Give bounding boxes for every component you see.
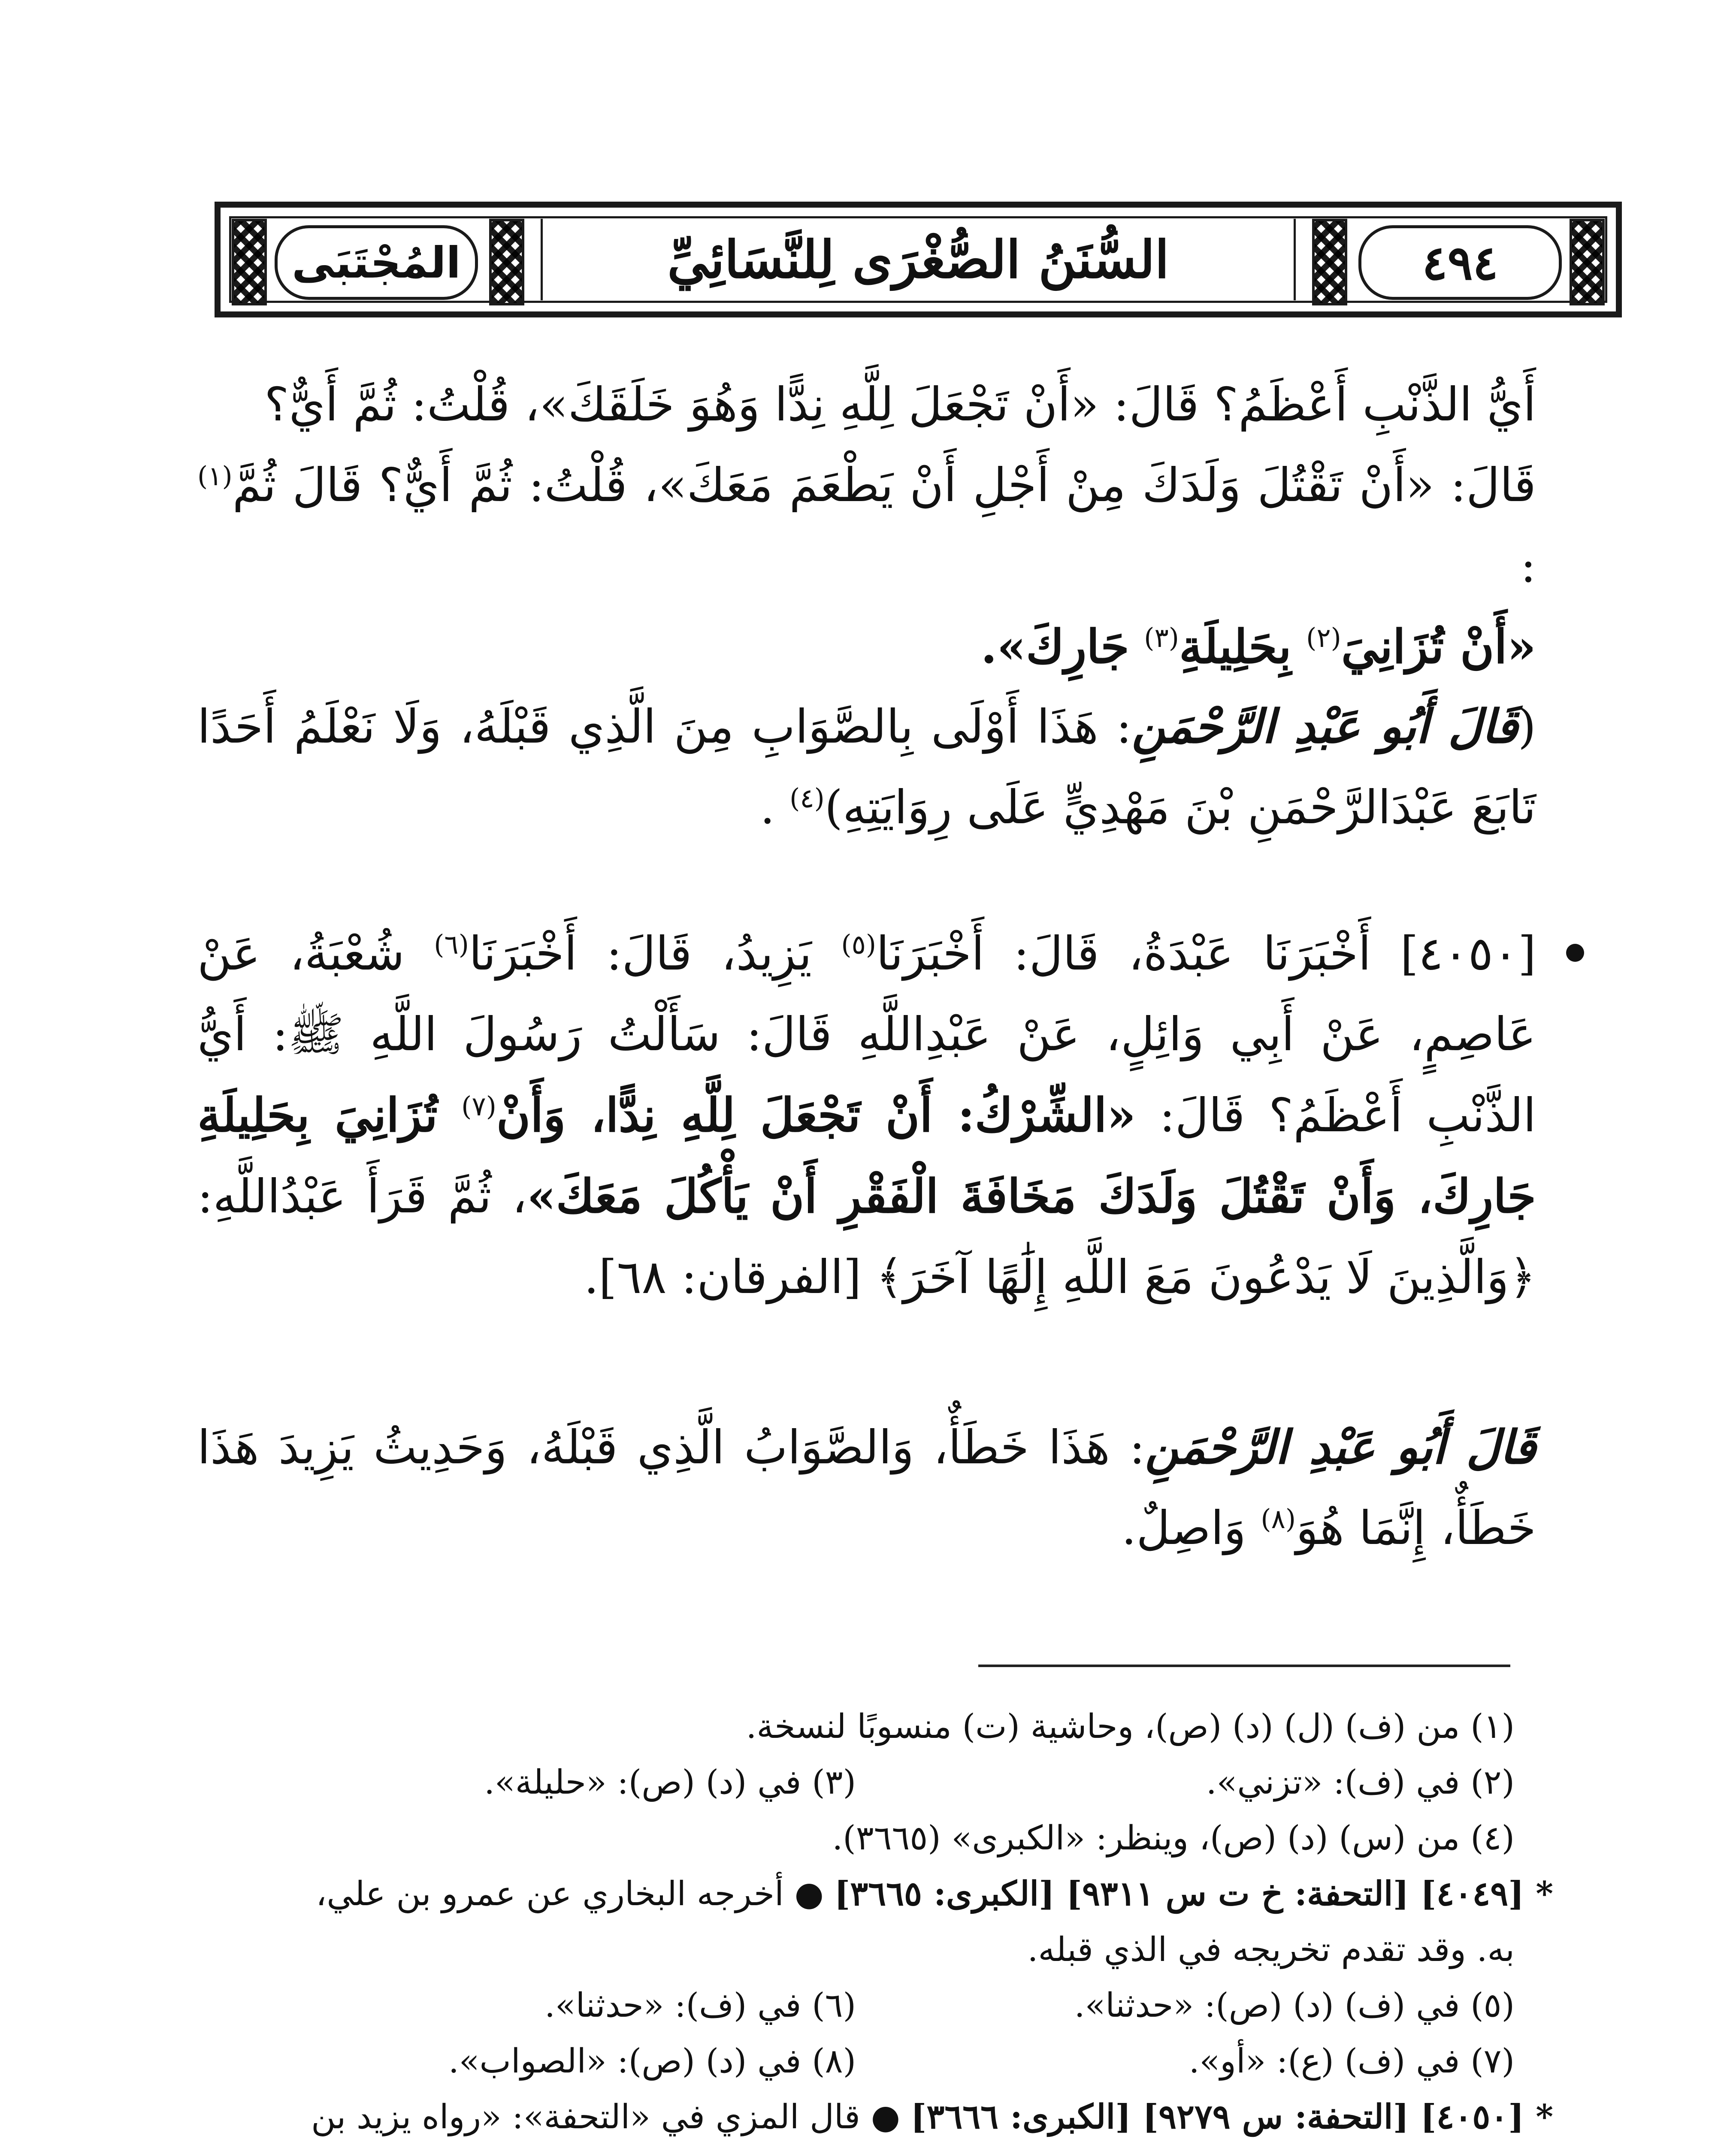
footnote-row xyxy=(197,1755,1553,1810)
commentary-text: : هَذَا خَطَأٌ، وَالصَّوَابُ الَّذِي قَبْلَهُ، وَحَدِيثُ يَزِيدَ هَذَا خَطَأٌ، إِنَّمَا هُوَ xyxy=(197,1421,1536,1555)
speaker-name: قَالَ أَبُو عَبْدِ الرَّحْمَنِ xyxy=(1145,1420,1536,1474)
text-line: أَيُّ الذَّنْبِ أَعْظَمُ؟ قَالَ: «أَنْ تَجْعَلَ لِلَّهِ نِدًّا وَهُوَ خَلَقَكَ»، قُلْتُ: ثُمَّ أَيٌّ؟ xyxy=(264,378,1536,432)
isnad-text: شُعْبَةُ، عَنْ عَاصِمٍ، عَنْ أَبِي وَائِلٍ، عَنْ عَبْدِاللَّهِ قَالَ: سَأَلْتُ رَسُولَ اللَّهِ ﷺ: أَيُّ الذَّنْبِ أَعْظَمُ؟ قَالَ: xyxy=(197,927,1536,1142)
book-emblem: المُجْتَبَى xyxy=(275,225,478,300)
takhrij-ref: * [٤٠٤٩] [التحفة: خ ت س ٩٣١١] [الكبرى: ٣٦٦٥] xyxy=(834,1874,1553,1913)
footnote-3: (٣) في (د) (ص): «حليلة». xyxy=(484,1763,856,1802)
paragraph-hadith-4050 xyxy=(197,914,1536,1318)
book-title: السُّنَنُ الصُّغْرَى لِلنَّسَائِيِّ xyxy=(541,219,1296,300)
footnote-ref[interactable]: (٢) xyxy=(1306,622,1341,653)
header-ornament-left-inner xyxy=(489,219,524,305)
footnote-ref[interactable]: (٥) xyxy=(841,929,877,960)
takhrij-4049 xyxy=(197,1866,1553,1922)
quran-citation: ، ثُمَّ قَرَأَ عَبْدُاللَّهِ: ﴿وَالَّذِينَ لَا يَدْعُونَ مَعَ اللَّهِ إِلَٰهًا آخَرَ﴾ [الفرقان: ٦٨]. xyxy=(197,1170,1536,1304)
hadith-bullet-icon xyxy=(1566,944,1584,962)
takhrij-4050 xyxy=(197,2089,1553,2145)
paragraph-hadith-continuation xyxy=(197,365,1536,688)
matn-bold: تُزَانِيَ بِحَلِيلَةِ جَارِكَ، وَأَنْ تَقْتُلَ وَلَدَكَ مَخَافَةَ الْفَقْرِ أَنْ يَأْكُلَ مَعَكَ» xyxy=(197,1088,1536,1224)
header-ornament-right-outer xyxy=(1570,219,1605,305)
speaker-name: قَالَ أَبُو عَبْدِ الرَّحْمَنِ xyxy=(1131,700,1518,754)
text-bold: جَارِكَ». xyxy=(981,620,1129,674)
commentary-text: : هَذَا أَوْلَى بِالصَّوَابِ مِنَ الَّذِي قَبْلَهُ، وَلَا نَعْلَمُ أَحَدًا تَابَعَ عَبْدَالرَّحْمَنِ بْنَ مَهْدِيٍّ عَلَى رِوَايَتِهِ) xyxy=(197,700,1536,834)
footnote-ref[interactable]: (٨) xyxy=(1261,1503,1296,1535)
header-ornament-right-inner xyxy=(1312,219,1347,305)
takhrij-text: ● أخرجه البخاري عن عمرو بن علي، xyxy=(316,1875,824,1913)
footnote-ref[interactable]: (٣) xyxy=(1144,622,1179,653)
matn-bold: «الشِّرْكُ: أَنْ تَجْعَلَ لِلَّهِ نِدًّا، وَأَنْ xyxy=(496,1088,1136,1142)
page-header xyxy=(215,202,1622,317)
footnote-separator xyxy=(978,1665,1510,1667)
paragraph-commentary-1: (قَالَ أَبُو عَبْدِ الرَّحْمَنِ: هَذَا أَوْلَى بِالصَّوَابِ مِنَ الَّذِي قَبْلَهُ، وَلَا نَعْلَمُ أَحَدًا تَابَعَ عَبْدَالرَّحْمَنِ بْنَ مَهْدِيٍّ عَلَى رِوَايَتِهِ)$^{(٤)}$ . xyxy=(197,700,1536,834)
takhrij-text: ● قال المزي في «التحفة»: «رواه يزيد بن xyxy=(311,2098,900,2136)
paragraph-commentary-2 xyxy=(197,1407,1536,1569)
takhrij-4049-cont: به. وقد تقدم تخريجه في الذي قبله. xyxy=(1027,1930,1515,1969)
footnote-2: (٢) في (ف): «تزني». xyxy=(1206,1763,1515,1802)
text-bold: «أَنْ تُزَانِيَ xyxy=(1341,620,1536,674)
footnote-row xyxy=(197,2033,1553,2089)
footnotes-section xyxy=(197,1699,1553,2145)
footnote-4: (٤) من (س) (د) (ص)، وينظر: «الكبرى» (٣٦٦٥). xyxy=(832,1819,1515,1858)
footnote-8: (٨) في (د) (ص): «الصواب». xyxy=(448,2042,856,2081)
takhrij-ref: * [٤٠٥٠] [التحفة: س ٩٢٧٩] [الكبرى: ٣٦٦٦] xyxy=(910,2097,1553,2136)
footnote-ref[interactable]: (٧) xyxy=(461,1091,496,1122)
footnote-row xyxy=(197,1978,1553,2033)
footnote-ref[interactable]: (٦) xyxy=(434,929,469,960)
isnad-text: يَزِيدُ، قَالَ: أَخْبَرَنَا xyxy=(469,927,812,981)
page-number: ٤٩٤ xyxy=(1358,225,1562,300)
hadith-number: [٤٠٥٠] xyxy=(1400,927,1536,981)
footnote-7: (٧) في (ف) (ع): «أو». xyxy=(1189,2042,1515,2081)
isnad-text: أَخْبَرَنَا عَبْدَةُ، قَالَ: أَخْبَرَنَا xyxy=(876,927,1371,981)
text-bold: بِحَلِيلَةِ xyxy=(1179,620,1291,674)
text-line: قَالَ: «أَنْ تَقْتُلَ وَلَدَكَ مِنْ أَجْلِ أَنْ يَطْعَمَ مَعَكَ»، قُلْتُ: ثُمَّ أَيٌّ؟ قَالَ ثُمَّ xyxy=(232,459,1536,512)
text-line: : xyxy=(1520,539,1536,593)
footnote-6: (٦) في (ف): «حدثنا». xyxy=(544,1986,856,2025)
footnote-ref[interactable]: (١) xyxy=(197,460,233,492)
footnote-5: (٥) في (ف) (د) (ص): «حدثنا». xyxy=(1074,1986,1515,2025)
header-ornament-left-outer xyxy=(232,219,267,305)
text-end: . xyxy=(760,781,775,834)
footnote-1: (١) من (ف) (ل) (د) (ص)، وحاشية (ت) منسوبًا لنسخة. xyxy=(746,1707,1515,1746)
footnote-ref[interactable]: (٤) xyxy=(789,782,825,814)
text-end: وَاصِلٌ. xyxy=(1122,1502,1246,1555)
